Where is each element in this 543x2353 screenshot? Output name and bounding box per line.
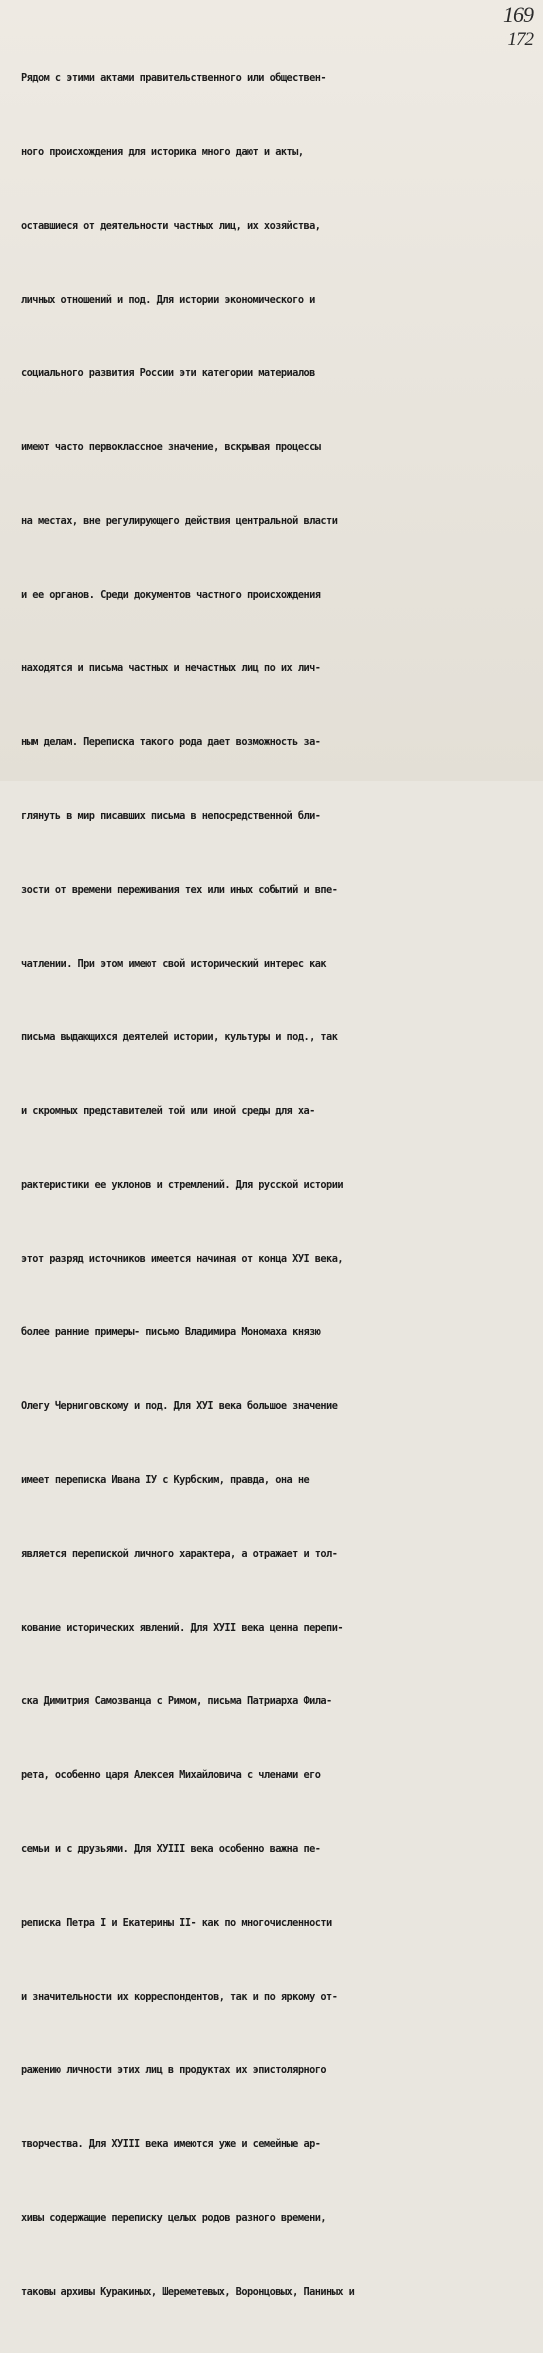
text-line: Рядом с этими актами правительственного или обществен-	[21, 72, 327, 85]
text-line: хивы содержащие переписку целых родов разного времени,	[21, 2211, 327, 2224]
text-line: ражению личности этих лиц в продуктах их эпистолярного	[21, 2064, 327, 2077]
text-line: творчества. Для XУIII века имеются уже и семейные ар-	[21, 2138, 321, 2151]
text-line: глянуть в мир писавших письма в непосредственной бли-	[21, 810, 321, 822]
page-number-primary: 169	[503, 2, 533, 27]
text-line: имеет переписка Ивана IУ с Курбским, правда, она не	[21, 1474, 310, 1487]
typewritten-body	[21, 17, 521, 2353]
text-line: личных отношений и под. Для истории экономического и	[21, 293, 315, 306]
text-line: и значительности их корреспондентов, так и по яркому от-	[21, 1990, 338, 2003]
text-line: этот разряд источников имеется начиная от конца XУI века,	[21, 1252, 344, 1265]
text-line: рактеристики ее уклонов и стремлений. Для русской истории	[21, 1178, 344, 1191]
page-number-secondary: 172	[507, 29, 533, 50]
text-line: реписка Петра I и Екатерины II- как по многочисленности	[21, 1916, 332, 1929]
text-line: имеют часто первоклассное значение, вскрывая процессы	[21, 441, 321, 454]
text-line: более ранние примеры- письмо Владимира Мономаха князю	[21, 1326, 321, 1339]
text-line: зости от времени переживания тех или иных событий и впе-	[21, 883, 338, 896]
text-line: кование исторических явлений. Для XУII века ценна перепи-	[21, 1621, 344, 1634]
text-line: Олегу Черниговскому и под. Для XУI века большое значение	[21, 1400, 338, 1413]
text-line: ным делам. Переписка такого рода дает возможность за-	[21, 736, 321, 749]
text-line: находятся и письма частных и нечастных лиц по их лич-	[21, 662, 321, 675]
text-line: социального развития России эти категории материалов	[21, 367, 315, 380]
text-line: и ее органов. Среди документов частного происхождения	[21, 588, 321, 601]
text-line: чатлении. При этом имеют свой исторический интерес как	[21, 957, 327, 970]
text-line: и скромных представителей той или иной среды для ха-	[21, 1105, 315, 1118]
text-line: ска Димитрия Самозванца с Римом, письма Патриарха Фила-	[21, 1695, 332, 1708]
text-line: письма выдающихся деятелей истории, культуры и под., так	[21, 1031, 338, 1044]
text-line: является перепиской личного характера, а отражает и тол-	[21, 1547, 338, 1560]
text-line: семьи и с друзьями. Для XУIII века особенно важна пе-	[21, 1842, 321, 1855]
text-line: таковы архивы Куракиных, Шереметевых, Воронцовых, Паниных и	[21, 2285, 355, 2298]
text-line: рета, особенно царя Алексея Михайловича с членами его	[21, 1769, 321, 1782]
text-line: оставшиеся от деятельности частных лиц, их хозяйства,	[21, 219, 321, 232]
text-line: ного происхождения для историка много дают и акты,	[21, 145, 304, 158]
text-line: на местах, вне регулирующего действия центральной власти	[21, 514, 338, 527]
